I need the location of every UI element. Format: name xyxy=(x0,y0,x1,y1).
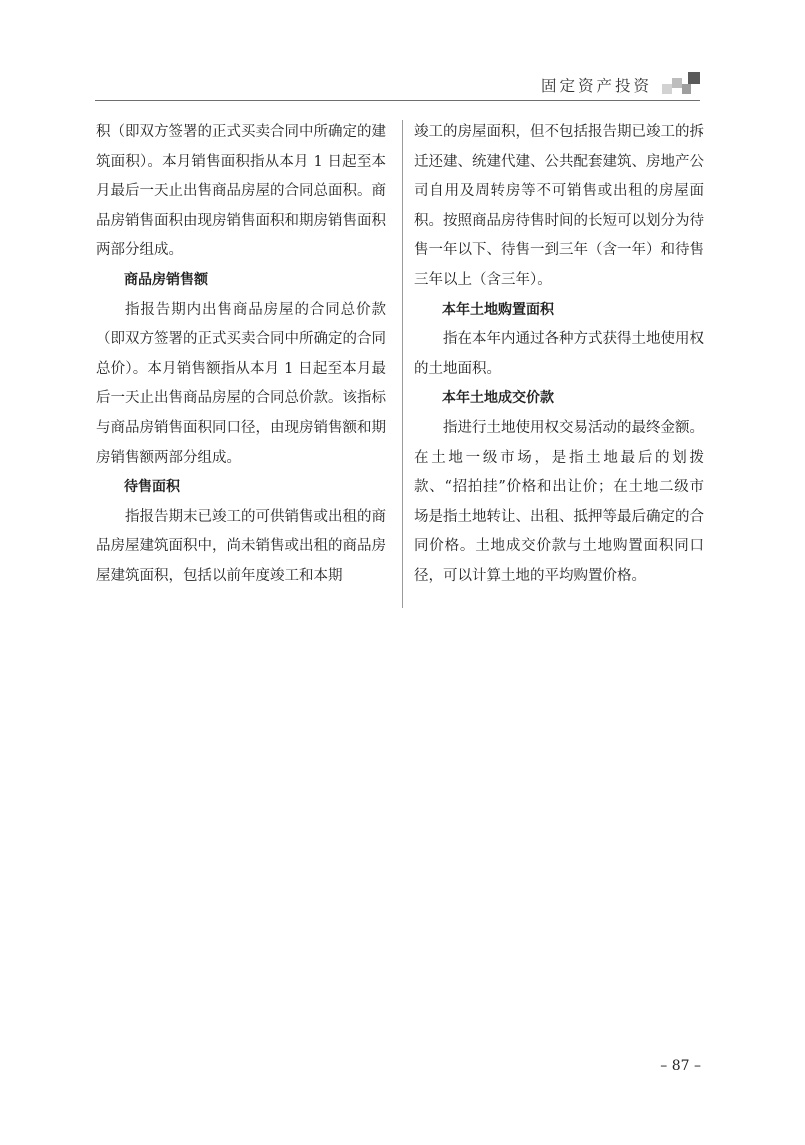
square-3 xyxy=(682,84,691,94)
page-number: – 87 – xyxy=(660,1058,701,1074)
running-header xyxy=(95,60,700,101)
right-column xyxy=(414,118,704,592)
body-paragraph: 指进行土地使用权交易活动的最终金额。在土地一级市场，是指土地最后的划拨款、“招拍挂”价格和出让价；在土地二级市场是指土地转让、出租、抵押等最后确定的合同价格。土地成交价款与土地购置面积同口径，可以计算土地的平均购置价格。 xyxy=(414,419,704,584)
header-title: 固定资产投资 xyxy=(540,77,652,95)
decorative-squares-icon xyxy=(662,72,700,94)
section-heading: 本年土地购置面积 xyxy=(442,301,554,318)
left-column xyxy=(96,118,386,592)
square-1 xyxy=(662,84,672,94)
body-paragraph: 指报告期内出售商品房屋的合同总价款（即双方签署的正式买卖合同中所确定的合同总价）。本月销售额指从本月 1 日起至本月最后一天止出售商品房屋的合同总价款。该指标与商品房销售面积同口径，由现房销售额和期房销售额两部分组成。 xyxy=(96,301,386,466)
body-paragraph: 积（即双方签署的正式买卖合同中所确定的建筑面积）。本月销售面积指从本月 1 日起至本月最后一天止出售商品房屋的合同总面积。商品房销售面积由现房销售面积和期房销售面积两部分组成。 xyxy=(96,124,386,259)
body-paragraph: 竣工的房屋面积，但不包括报告期已竣工的拆迁还建、统建代建、公共配套建筑、房地产公司自用及周转房等不可销售或出租的房屋面积。按照商品房待售时间的长短可以划分为待售一年以下、待售一到三年（含一年）和待售三年以上（含三年）。 xyxy=(414,124,704,288)
section-heading: 本年土地成交价款 xyxy=(442,390,554,407)
square-2 xyxy=(672,78,682,88)
section-heading: 待售面积 xyxy=(124,479,180,496)
column-divider xyxy=(402,120,403,608)
body-paragraph: 指在本年内通过各种方式获得土地使用权的土地面积。 xyxy=(414,331,704,377)
square-4 xyxy=(688,72,700,84)
body-paragraph: 指报告期末已竣工的可供销售或出租的商品房屋建筑面积中，尚未销售或出租的商品房屋建筑面积，包括以前年度竣工和本期 xyxy=(96,508,386,584)
section-heading: 商品房销售额 xyxy=(124,271,208,288)
